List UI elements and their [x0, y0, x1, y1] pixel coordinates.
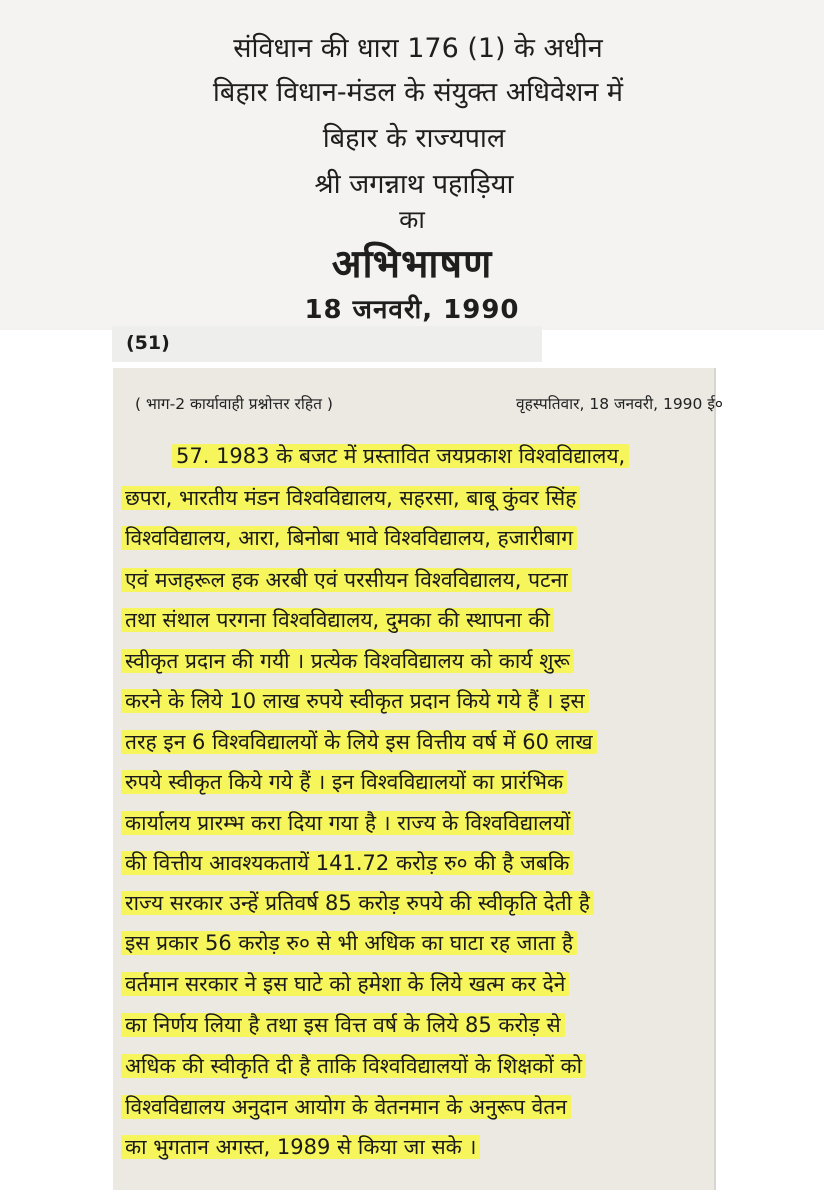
paragraph-line	[121, 804, 574, 842]
paragraph-line	[121, 519, 577, 557]
of-word: का	[399, 205, 425, 234]
page-date: वृहस्पतिवार, 18 जनवरी, 1990 ई०	[516, 395, 723, 413]
highlighted-text: का भुगतान अगस्त, 1989 से किया जा सके ।	[121, 1135, 480, 1159]
governor-line: बिहार के राज्यपाल	[322, 123, 506, 154]
paragraph-line	[121, 763, 567, 801]
paragraph-line	[121, 1128, 480, 1166]
highlighted-text: तथा संथाल परगना विश्वविद्यालय, दुमका की स्थापना की	[121, 608, 554, 632]
proceedings-label: ( भाग-2 कार्यावाही प्रश्नोत्तर रहित )	[135, 395, 333, 413]
paragraph-line	[121, 1088, 571, 1126]
highlighted-text: एवं मजहरूल हक अरबी एवं परसीयन विश्वविद्यालय, पटना	[121, 568, 572, 592]
highlighted-text: इस प्रकार 56 करोड़ रु० से भी अधिक का घाटा रह जाता है	[121, 931, 577, 955]
constitution-article-line: संविधान की धारा 176 (1) के अधीन	[233, 33, 603, 64]
highlighted-text: 57. 1983 के बजट में प्रस्तावित जयप्रकाश विश्वविद्यालय,	[172, 444, 629, 468]
highlighted-text: तरह इन 6 विश्वविद्यालयों के लिये इस वित्तीय वर्ष में 60 लाख	[121, 730, 597, 754]
joint-session-line: बिहार विधान-मंडल के संयुक्त अधिवेशन में	[212, 77, 624, 108]
highlighted-text: राज्य सरकार उन्हें प्रतिवर्ष 85 करोड़ रुपये की स्वीकृति देती है	[121, 891, 594, 915]
paragraph-line	[121, 965, 569, 1003]
title-block	[0, 0, 824, 330]
paragraph-line	[121, 682, 589, 720]
paragraph-line	[121, 561, 572, 599]
paragraph-line	[121, 844, 573, 882]
highlighted-text: का निर्णय लिया है तथा इस वित्त वर्ष के लिये 85 करोड़ से	[121, 1013, 565, 1037]
highlighted-text: की वित्तीय आवश्यकतायें 141.72 करोड़ रु० की है जबकि	[121, 851, 573, 875]
highlighted-text: छपरा, भारतीय मंडन विश्वविद्यालय, सहरसा, बाबू कुंवर सिंह	[121, 486, 580, 510]
paragraph-line	[121, 884, 594, 922]
highlighted-text: अधिक की स्वीकृति दी है ताकि विश्वविद्यालयों के शिक्षकों को	[121, 1054, 586, 1078]
paragraph-line	[121, 1047, 586, 1085]
page-header	[135, 392, 723, 422]
address-title: अभिभाषण	[331, 242, 493, 287]
paragraph-line	[121, 642, 574, 680]
paragraph-line	[121, 723, 597, 761]
highlighted-text: कार्यालय प्रारम्भ करा दिया गया है । राज्य के विश्वविद्यालयों	[121, 811, 574, 835]
highlighted-text: रुपये स्वीकृत किये गये हैं । इन विश्वविद्यालयों का प्रारंभिक	[121, 770, 567, 794]
paragraph-line	[121, 601, 554, 639]
address-date: 18 जनवरी, 1990	[304, 295, 520, 325]
highlighted-text: विश्वविद्यालय अनुदान आयोग के वेतनमान के अनुरूप वेतन	[121, 1095, 571, 1119]
governor-name: श्री जगन्नाथ पहाड़िया	[314, 169, 514, 200]
highlighted-text: स्वीकृत प्रदान की गयी । प्रत्येक विश्वविद्यालय को कार्य शुरू	[121, 649, 574, 673]
page-number-strip	[112, 326, 542, 362]
paragraph-line	[121, 924, 577, 962]
highlighted-text: विश्वविद्यालय, आरा, बिनोबा भावे विश्वविद्यालय, हजारीबाग	[121, 526, 577, 550]
highlighted-text: करने के लिये 10 लाख रुपये स्वीकृत प्रदान किये गये हैं । इस	[121, 689, 589, 713]
paragraph-line	[121, 1006, 565, 1044]
page-number: (51)	[126, 332, 170, 354]
paragraph-line	[172, 437, 629, 475]
paragraph-line	[121, 479, 580, 517]
highlighted-text: वर्तमान सरकार ने इस घाटे को हमेशा के लिये खत्म कर देने	[121, 972, 569, 996]
